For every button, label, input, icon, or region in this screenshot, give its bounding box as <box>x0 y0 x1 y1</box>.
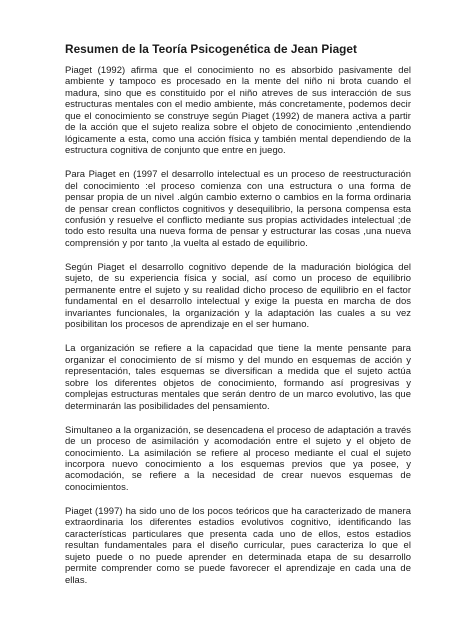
document-title: Resumen de la Teoría Psicogenética de Jean Piaget <box>65 42 358 56</box>
paragraph-1: Piaget (1992) afirma que el conocimiento no es absorbido pasivamente del ambiente y tampoco es procesado en la mente del niño ni brota cuando el madura, sino que es constituido por el niño atreves de sus interacción de sus estructuras mentales con el medio ambiente, más concretamente, podemos decir que el conocimiento se construye según Piaget (1992) de manera activa a partir de la acción que el sujeto realiza sobre el objeto de conocimiento ,entendiendo lógicamente a esta, como una acción física y también mental dependiendo de la estructura cognitiva de conjunto que entre en juego. <box>65 65 411 157</box>
paragraph-3: Según Piaget el desarrollo cognitivo depende de la maduración biológica del sujeto, de su experiencia física y social, así como un proceso de equilibrio permanente entre el sujeto y su realidad dicho proceso de equilibrio en el factor fundamental en el desarrollo intelectual y exige la puesta en marcha de dos invariantes funcionales, la organización y la adaptación las cuales a su vez posibilitan los procesos de aprendizaje en el ser humano. <box>65 261 411 331</box>
paragraph-6: Piaget (1997) ha sido uno de los pocos teóricos que ha caracterizado de manera extraordinaria los diferentes estadios evolutivos cognitivo, identificando las características particulares que presenta cada uno de ellos, estos estadios resultan fundamentales para el diseño curricular, pues caracteriza lo que el sujeto puede o no puede aprender en determinada etapa de su desarrollo permite comprender como se puede favorecer el aprendizaje en cada una de ellas. <box>65 505 411 586</box>
paragraph-5: Simultaneo a la organización, se desencadena el proceso de adaptación a través de un proceso de asimilación y acomodación entre el sujeto y el objeto de conocimiento. La asimilación se refiere al proceso mediante el cual el sujeto incorpora nuevo conocimiento a los esquemas previos que ya posee, y acomodación, se refiere a la necesidad de crear nuevos esquemas de conocimientos. <box>65 424 411 493</box>
paragraph-4: La organización se refiere a la capacidad que tiene la mente pensante para organizar el conocimiento de sí mismo y del mundo en esquemas de acción y representación, tales esquemas se diversifican a medida que el sujeto actúa sobre los diferentes objetos de conocimiento, formando así progresivas y complejas estructuras mentales que serán dentro de un marco evolutivo, las que determinarán las posibilidades del pensamiento. <box>65 343 411 412</box>
paragraph-2: Para Piaget en (1997 el desarrollo intelectual es un proceso de reestructuración del conocimiento :el proceso comienza con una estructura o una forma de pensar propia de un nivel .algún cambio externo o cambios en la forma ordinaria de pensar crean conflictos cognitivos y desequilibrio, la persona compensa esta confusión y resuelve el conflicto mediante sus propias actividades intelectual ;de todo esto resulta una nueva forma de pensar y estructurar las cosas ,una nueva comprensión y por tanto ,la vuelta al estado de equilibrio. <box>65 169 411 249</box>
